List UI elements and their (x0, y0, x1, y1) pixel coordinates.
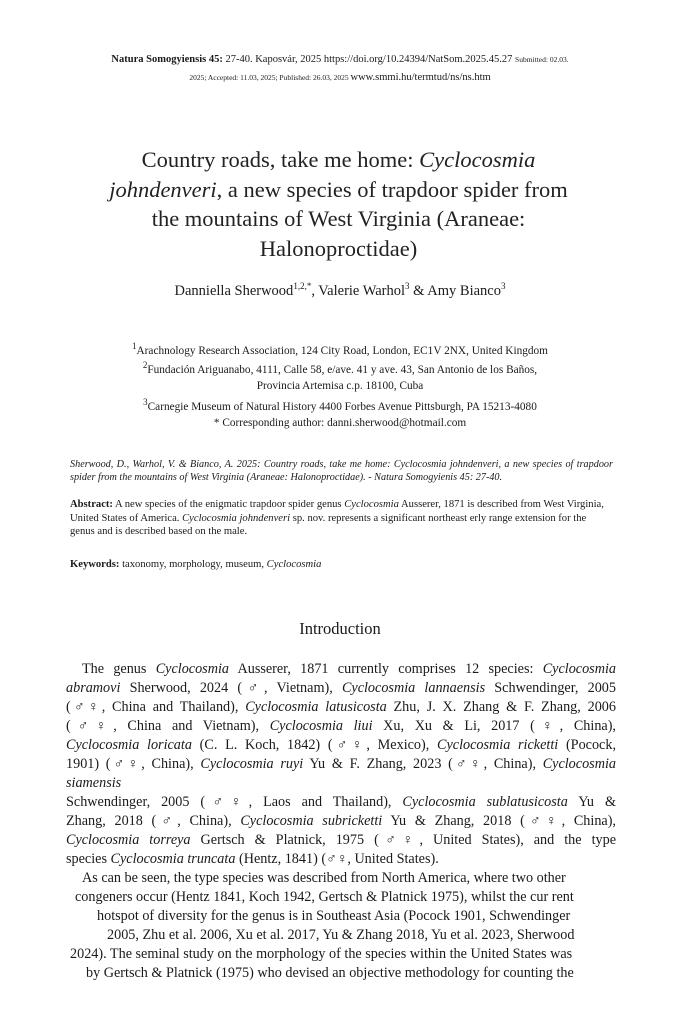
keywords (70, 559, 613, 570)
body-text: (♂♀, China and Thailand), (66, 699, 246, 715)
body-line (86, 964, 636, 982)
affil-2-num: 2 (142, 360, 148, 371)
italic-taxon: Cyclocosmia (542, 661, 616, 677)
keywords-genus: Cyclocosmia (266, 559, 322, 570)
body-line (66, 698, 616, 716)
italic-taxon: Cyclocosmia latusicosta (245, 699, 387, 715)
body-text: As can be seen, the type species was described from North America, where two other (82, 870, 566, 886)
journal-header-line2 (60, 71, 620, 85)
body-line (82, 660, 616, 678)
abstract-text: Ausserer, 1871 is described from West Virginia, United States of America. (70, 499, 604, 524)
body-text: The genus (82, 661, 156, 677)
italic-taxon: Cyclocosmia loricata (66, 737, 192, 753)
italic-taxon: Cyclocosmia liui (269, 718, 373, 734)
body-text: Yu & (567, 794, 616, 810)
affiliation-1 (90, 343, 590, 359)
affil-3-num: 3 (143, 397, 148, 408)
italic-taxon: abramovi (66, 680, 121, 696)
dates-text: 2025; Accepted: 11.03, 2025; Published: 26.03, 2025 (189, 73, 351, 82)
author-3-affil: 3 (500, 281, 506, 292)
title-line3: the mountains of West Virginia (Araneae: (151, 206, 526, 231)
affil-1-num: 1 (132, 341, 137, 352)
paper-title (80, 145, 597, 263)
italic-taxon: Cyclocosmia ricketti (437, 737, 559, 753)
abstract-label: Abstract: (70, 499, 113, 510)
corresponding-author: * Corresponding author: danni.sherwood@hotmail.com (213, 417, 467, 429)
body-text: Gertsch & Platnick, 1975 (♂♀, United States), and the type (190, 832, 616, 848)
body-text: (C. L. Koch, 1842) (♂♀, Mexico), (191, 737, 438, 753)
body-text: Zhang, 2018 (♂, China), (66, 813, 241, 829)
body-text: congeners occur (Hentz 1841, Koch 1942, Gertsch & Platnick 1975), whilst the cur rent (75, 889, 574, 905)
title-line4: Halonoproctidae) (259, 235, 418, 261)
affil-2-text: Fundación Ariguanabo, 4111, Calle 58, e/ave. 41 y ave. 43, San Antonio de los Baños, (147, 364, 538, 376)
submitted-date: Submitted: 02.03. (515, 55, 569, 64)
title-line2: , a new species of trapdoor spider from (216, 176, 568, 202)
italic-taxon: siamensis (66, 775, 122, 791)
citation: Sherwood, D., Warhol, V. & Bianco, A. 2025: Country roads, take me home: Cyclocosmia johndenveri, a new species of trapdoor spider from the mountains of West Virginia (Araneae: Halonoproctidae). - Natura Somogyienis 45: 27-40. (70, 459, 613, 483)
body-line (66, 831, 616, 849)
italic-taxon: Cyclocosmia ruyi (200, 756, 304, 772)
body-text: species (66, 851, 111, 867)
body-text: (Hentz, 1841) (♂♀, United States). (235, 851, 439, 867)
body-line (66, 850, 616, 868)
author-3: & Amy Bianco (409, 283, 501, 299)
body-text: Yu & F. Zhang, 2023 (♂♀, China), (303, 756, 543, 772)
italic-taxon: Cyclocosmia truncata (110, 851, 236, 867)
body-line (66, 755, 616, 773)
italic-taxon: Cyclocosmia (155, 661, 229, 677)
italic-taxon: Cyclocosmia (542, 756, 616, 772)
affiliation-2-line2: Provincia Artemisa c.p. 18100, Cuba (256, 380, 424, 392)
body-text: 2024). The seminal study on the morphology of the species within the United States was (70, 946, 573, 962)
body-text: Schwendinger, 2005 (485, 680, 616, 696)
body-line (82, 869, 632, 887)
italic-taxon: Cyclocosmia torreya (66, 832, 191, 848)
abstract-genus: Cyclocosmia (344, 499, 399, 510)
body-line (66, 679, 616, 697)
body-line (107, 926, 657, 944)
italic-taxon: Cyclocosmia lannaensis (341, 680, 486, 696)
abstract-species: Cyclocosmia johndenveri (182, 512, 291, 524)
website-link[interactable]: www.smmi.hu/termtud/ns/ns.htm (350, 72, 491, 83)
body-text: Yu & Zhang, 2018 (♂♀, China), (382, 813, 616, 829)
body-text: 1901) (♂♀, China), (66, 756, 201, 772)
keywords-text: taxonomy, morphology, museum, (119, 559, 267, 570)
journal-name: Natura Somogyiensis 45: (111, 54, 223, 65)
body-text: Xu, Xu & Li, 2017 (♀, China), (372, 718, 616, 734)
title-genus: Cyclocosmia (419, 147, 536, 172)
body-line (70, 945, 620, 963)
italic-taxon: Cyclocosmia subricketti (240, 813, 383, 829)
author-1-affil: 1,2,* (293, 281, 312, 292)
title-species: johndenveri (109, 176, 217, 202)
italic-taxon: Cyclocosmia sublatusicosta (402, 794, 568, 810)
affil-1-text: Arachnology Research Association, 124 City Road, London, EC1V 2NX, United Kingdom (136, 345, 548, 357)
affil-3-text: Carnegie Museum of Natural History 4400 Forbes Avenue Pittsburgh, PA 15213-4080 (147, 401, 537, 413)
affiliation-3 (90, 399, 590, 415)
body-line (66, 812, 616, 830)
abstract-text: sp. nov. represents a significant northeast erly range extension for the genus and is described based on the male. (70, 512, 587, 537)
body-line (66, 793, 616, 811)
body-text: Sherwood, 2024 (♂, Vietnam), (120, 680, 342, 696)
author-1: Danniella Sherwood (174, 283, 294, 299)
body-text: hotspot of diversity for the genus is in Southeast Asia (Pocock 1901, Schwendinger (97, 908, 571, 924)
author-list (100, 283, 580, 300)
body-text: (♂♀, China and Vietnam), (66, 718, 270, 734)
author-2-affil: 3 (405, 281, 410, 292)
keywords-label: Keywords: (70, 559, 120, 570)
body-text: Ausserer, 1871 currently comprises 12 species: (229, 661, 543, 677)
body-text: Zhu, J. X. Zhang & F. Zhang, 2006 (386, 699, 616, 715)
body-line (97, 907, 647, 925)
body-line (75, 888, 625, 906)
affiliation-2 (90, 362, 590, 378)
author-2: , Valerie Warhol (311, 283, 406, 299)
body-text: by Gertsch & Platnick (1975) who devised an objective methodology for counting the (86, 965, 574, 981)
body-text: 2005, Zhu et al. 2006, Xu et al. 2017, Yu & Zhang 2018, Yu et al. 2023, Sherwood (107, 927, 575, 943)
section-heading-introduction: Introduction (299, 619, 381, 638)
abstract (70, 498, 613, 539)
body-text: (Pocock, (558, 737, 616, 753)
doi-text[interactable]: 27-40. Kaposvár, 2025 https://doi.org/10.24394/NatSom.2025.45.27 (222, 54, 516, 65)
abstract-text: A new species of the enigmatic trapdoor spider genus (112, 499, 345, 510)
journal-header-line1 (60, 53, 620, 67)
body-line (66, 774, 616, 792)
body-line (66, 717, 616, 735)
body-line (66, 736, 616, 754)
body-text: Schwendinger, 2005 (♂♀, Laos and Thailand), (66, 794, 403, 810)
title-line1: Country roads, take me home: (141, 147, 420, 172)
